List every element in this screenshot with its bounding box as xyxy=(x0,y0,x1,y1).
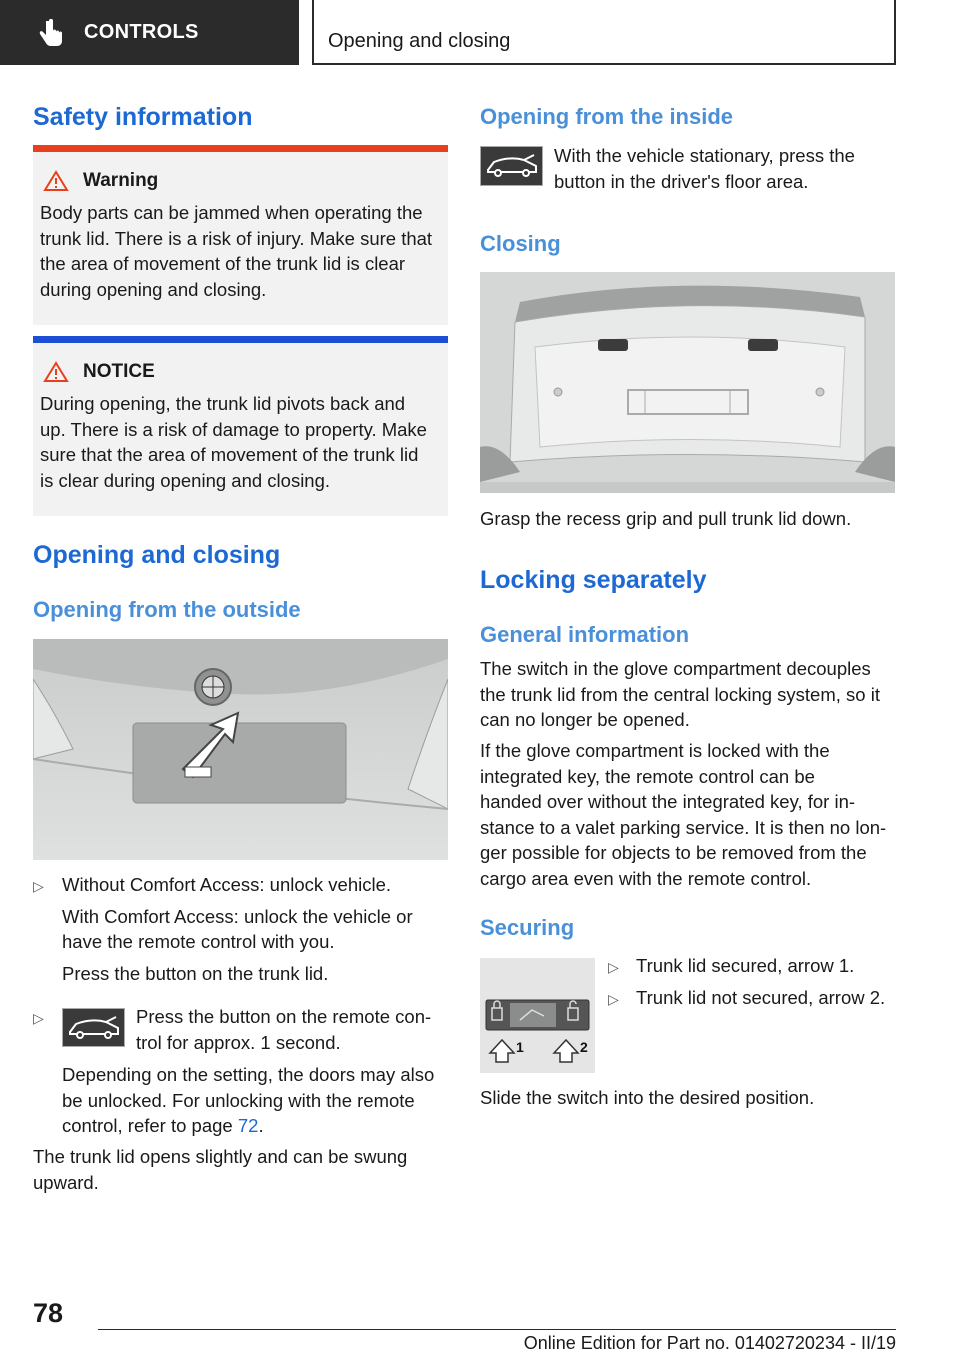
secured-text: Trunk lid secured, arrow 1. xyxy=(636,955,855,976)
notice-bar xyxy=(33,336,448,343)
warning-line: the area of movement of the trunk lid is clear xyxy=(40,253,406,274)
warning-bar xyxy=(33,145,448,152)
inside-heading: Opening from the inside xyxy=(480,104,734,129)
chapter-label: Opening and closing xyxy=(328,30,511,52)
footer-rule xyxy=(98,1329,896,1330)
warning-triangle-icon xyxy=(43,361,69,383)
outside-heading: Opening from the outside xyxy=(33,597,301,622)
arrow-label-2: 2 xyxy=(580,1039,588,1055)
securing-switch-illustration xyxy=(480,958,595,1073)
trunk-opens-text: The trunk lid opens slightly and can be swung upward. xyxy=(33,1146,408,1193)
general-heading: General information xyxy=(480,622,690,647)
bullet-marker: ▷ xyxy=(608,991,619,1007)
closing-heading: Closing xyxy=(480,231,561,256)
bullet2-text: Press the button on the remote con- trol for approx. 1 second. xyxy=(136,1006,432,1053)
warning-line: during opening and closing. xyxy=(40,278,267,300)
car-trunk-button-icon xyxy=(62,1008,125,1047)
arrow-label-1: 1 xyxy=(516,1039,524,1055)
section-tab xyxy=(0,0,299,65)
not-secured-text: Trunk lid not secured, arrow 2. xyxy=(636,987,886,1008)
locking-heading: Locking separately xyxy=(480,566,707,594)
notice-title: NOTICE xyxy=(43,361,448,383)
section-label: CONTROLS xyxy=(84,21,199,43)
bullet-marker: ▷ xyxy=(608,959,619,975)
bullet1-text: Without Comfort Access: unlock vehicle. With Comfort Access: unlock the vehicle or have the remote control with you. Press the button on the trunk lid. xyxy=(62,874,413,984)
notice-box xyxy=(33,336,448,516)
general-p1: The switch in the glove compartment decouples the trunk lid from the central locking system, so it can no longer be opened. xyxy=(480,658,880,730)
notice-line: During opening, the trunk lid pivots back and xyxy=(40,393,406,414)
hand-pointer-icon xyxy=(38,19,64,47)
securing-heading: Securing xyxy=(480,915,575,940)
trunk-closing-illustration xyxy=(480,272,895,493)
warning-triangle-icon xyxy=(43,170,69,192)
trunk-outside-illustration xyxy=(33,639,448,860)
page-ref-link[interactable]: 72 xyxy=(237,1115,259,1136)
warning-title: Warning xyxy=(43,170,448,192)
chapter-tab xyxy=(312,0,896,65)
car-trunk-button-icon xyxy=(480,146,543,186)
notice-line: up. There is a risk of damage to property. Make xyxy=(40,418,427,440)
general-p2: If the glove compartment is locked with the integrated key, the remote control can be handed over without the integrated key, for in- stance to a valet parking service. It is then no lon- ger possible for objects to be removed from the cargo area even with the remote control. xyxy=(480,740,887,889)
page-number: 78 xyxy=(33,1298,64,1328)
bullet-marker: ▷ xyxy=(33,878,44,894)
edition-text: Online Edition for Part no. 01402720234 - II/19 xyxy=(523,1333,896,1353)
slide-text: Slide the switch into the desired position. xyxy=(480,1087,815,1108)
bullet-marker: ▷ xyxy=(33,1010,44,1026)
safety-heading: Safety information xyxy=(33,103,253,131)
warning-line: Body parts can be jammed when operating the xyxy=(40,202,423,223)
bullet2-more: Depending on the setting, the doors may also be unlocked. For unlocking with the remote control, refer to page 72. xyxy=(62,1064,435,1136)
inside-text: With the vehicle stationary, press the button in the driver's floor area. xyxy=(554,145,855,192)
notice-line: sure that the area of movement of the trunk lid xyxy=(40,444,419,465)
opening-closing-heading: Opening and closing xyxy=(33,541,281,569)
grasp-text: Grasp the recess grip and pull trunk lid down. xyxy=(480,508,852,529)
notice-line: is clear during opening and closing. xyxy=(40,469,331,491)
warning-box xyxy=(33,145,448,325)
warning-line: trunk lid. There is a risk of injury. Make sure that xyxy=(40,227,433,249)
